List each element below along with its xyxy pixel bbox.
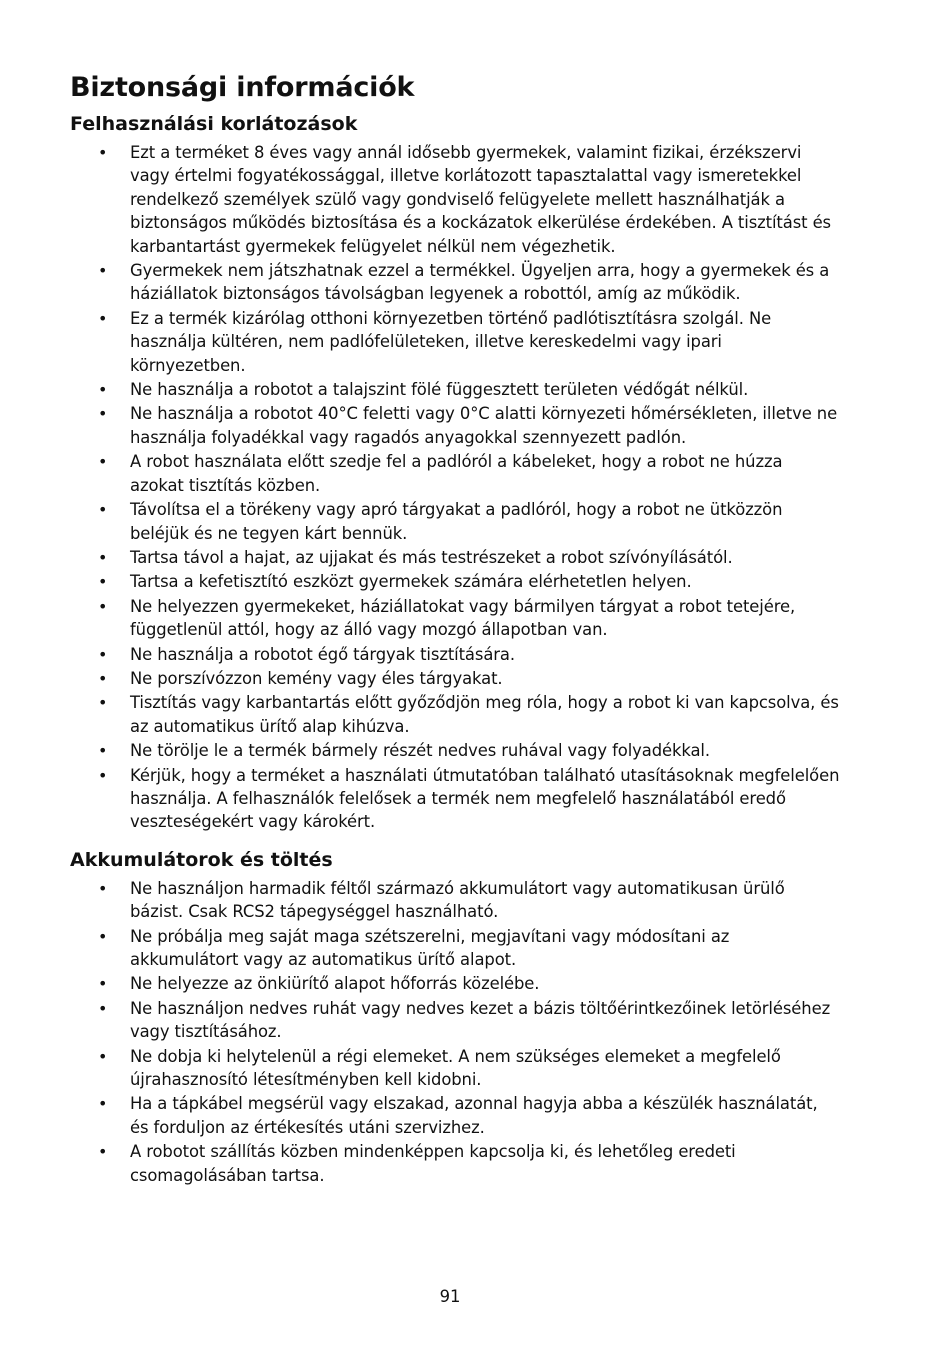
- list-item-text: Ne használjon harmadik féltől származó akkumulátort vagy automatikusan ürülő bázist. Csak RCS2 tápegységgel használható.: [130, 878, 785, 922]
- list-item-text: Ne helyezze az önkiürítő alapot hőforrás közelébe.: [130, 974, 540, 994]
- list-item-text: Gyermekek nem játszhatnak ezzel a termékkel. Ügyeljen arra, hogy a gyermekek és a háziállatok biztonságos távolságban legyenek a robottól, amíg az működik.: [130, 261, 830, 304]
- list-item: [70, 570, 840, 593]
- list-item-text: Ne használja a robotot égő tárgyak tisztítására.: [130, 644, 515, 664]
- list-item: [70, 877, 840, 924]
- bullet-icon: •: [98, 1046, 108, 1066]
- bullet-icon: •: [98, 572, 108, 592]
- bullet-icon: •: [98, 452, 108, 472]
- list-item-text: Távolítsa el a törékeny vagy apró tárgyakat a padlóról, hogy a robot ne ütközzön beléjük és ne tegyen kárt bennük.: [130, 500, 783, 543]
- bullet-icon: •: [98, 693, 108, 713]
- usage-restrictions-list: [70, 141, 840, 834]
- list-item: [70, 1045, 840, 1092]
- bullet-icon: •: [98, 878, 108, 898]
- bullet-icon: •: [98, 644, 108, 664]
- list-item: [70, 546, 840, 569]
- bullet-icon: •: [98, 926, 108, 946]
- list-item-text: Kérjük, hogy a terméket a használati útmutatóban található utasításoknak megfelelően használja. A felhasználók felelősek a termék nem megfelelő használatából eredő veszteségekért vagy károkért.: [130, 765, 840, 832]
- list-item-text: A robot használata előtt szedje fel a padlóról a kábeleket, hogy a robot ne húzza azokat tisztítás közben.: [130, 452, 783, 495]
- list-item-text: Ne használjon nedves ruhát vagy nedves kezet a bázis töltőérintkezőinek letörléséhez vagy tisztításához.: [130, 998, 831, 1042]
- list-item-text: Ne használja a robotot 40°C feletti vagy 0°C alatti környezeti hőmérsékleten, illetve ne használja folyadékkal vagy ragadós anyagokkal szennyezett padlón.: [130, 404, 838, 447]
- list-item: [70, 997, 840, 1044]
- list-item-text: Tisztítás vagy karbantartás előtt győződjön meg róla, hogy a robot ki van kapcsolva, és az automatikus ürítő alap kihúzva.: [130, 693, 839, 736]
- bullet-icon: •: [98, 500, 108, 520]
- bullet-icon: •: [98, 308, 108, 328]
- bullet-icon: •: [98, 765, 108, 785]
- bullet-icon: •: [98, 380, 108, 400]
- list-item: [70, 1092, 840, 1139]
- document-page: [70, 70, 840, 1188]
- list-item: [70, 498, 840, 545]
- bullet-icon: •: [98, 596, 108, 616]
- list-item: [70, 402, 840, 449]
- bullet-icon: •: [98, 998, 108, 1018]
- list-item-text: A robotot szállítás közben mindenképpen kapcsolja ki, és lehetőleg eredeti csomagolásában tartsa.: [130, 1142, 736, 1185]
- list-item-text: Ne törölje le a termék bármely részét nedves ruhával vagy folyadékkal.: [130, 741, 710, 761]
- list-item: [70, 141, 840, 258]
- bullet-icon: •: [98, 404, 108, 424]
- section-heading-batteries-charging: Akkumulátorok és töltés: [70, 848, 333, 871]
- list-item-text: Tartsa a kefetisztító eszközt gyermekek számára elérhetetlen helyen.: [130, 572, 692, 592]
- list-item: [70, 259, 840, 306]
- bullet-icon: •: [98, 668, 108, 688]
- list-item: [70, 925, 840, 972]
- list-item-text: Ne porszívózzon kemény vagy éles tárgyakat.: [130, 668, 503, 688]
- section-heading-usage-restrictions: Felhasználási korlátozások: [70, 113, 358, 135]
- bullet-icon: •: [98, 143, 108, 162]
- page-title: Biztonsági információk: [70, 72, 415, 103]
- list-item-text: Ezt a terméket 8 éves vagy annál idősebb gyermekek, valamint fizikai, érzékszervi vagy értelmi fogyatékossággal, illetve korlátozott tapasztalattal vagy ismeretekkel rendelkező személyek szülő vagy gondviselő felügyelete mellett használhatják a biztonságos működés biztosítása és a kockázatok elkerülése érdekében. A tisztítást és karbantartást gyermekek felügyelet nélkül nem végezhetik.: [130, 143, 831, 256]
- bullet-icon: •: [98, 1142, 108, 1162]
- list-item-text: Ne helyezzen gyermekeket, háziállatokat vagy bármilyen tárgyat a robot tetejére, függetlenül attól, hogy az álló vagy mozgó állapotban van.: [130, 596, 796, 640]
- list-item: [70, 643, 840, 666]
- list-item: [70, 739, 840, 762]
- list-item: [70, 450, 840, 497]
- batteries-charging-list: [70, 877, 840, 1187]
- list-item: [70, 378, 840, 401]
- list-item-text: Ha a tápkábel megsérül vagy elszakad, azonnal hagyja abba a készülék használatát, és forduljon az értékesítés utáni szervizhez.: [130, 1094, 818, 1137]
- list-item-text: Ne használja a robotot a talajszint fölé függesztett területen védőgát nélkül.: [130, 380, 749, 400]
- bullet-icon: •: [98, 547, 108, 567]
- list-item: [70, 595, 840, 642]
- bullet-icon: •: [98, 741, 108, 761]
- bullet-icon: •: [98, 1094, 108, 1114]
- list-item-text: Tartsa távol a hajat, az ujjakat és más testrészeket a robot szívónyílásától.: [130, 547, 733, 567]
- list-item: [70, 972, 840, 995]
- page-number: 91: [439, 1287, 461, 1306]
- list-item: [70, 691, 840, 738]
- list-item: [70, 307, 840, 377]
- list-item: [70, 1140, 840, 1187]
- list-item-text: Ez a termék kizárólag otthoni környezetben történő padlótisztításra szolgál. Ne használja kültéren, nem padlófelületeken, illetve kereskedelmi vagy ipari környezetben.: [130, 308, 772, 375]
- bullet-icon: •: [98, 974, 108, 994]
- list-item: [70, 764, 840, 834]
- list-item-text: Ne próbálja meg saját maga szétszerelni, megjavítani vagy módosítani az akkumulátort vagy az automatikus ürítő alapot.: [130, 926, 730, 969]
- list-item: [70, 667, 840, 690]
- bullet-icon: •: [98, 261, 108, 281]
- list-item-text: Ne dobja ki helytelenül a régi elemeket. A nem szükséges elemeket a megfelelő újrahasznosító létesítményben kell kidobni.: [130, 1046, 781, 1090]
